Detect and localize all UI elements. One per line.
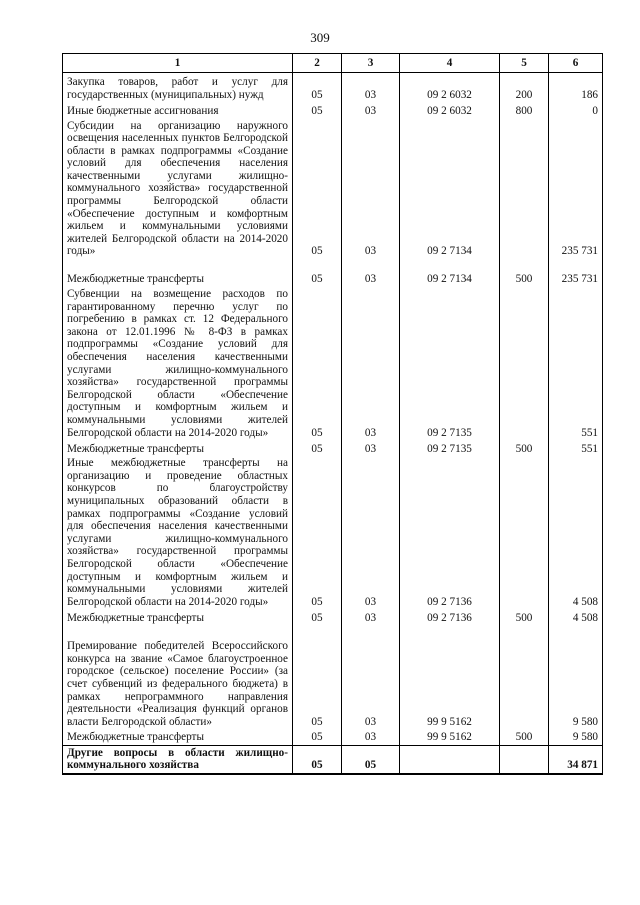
table-row	[63, 440, 603, 456]
subsection-code-cell: 03	[342, 609, 400, 625]
expense-type-cell	[500, 456, 549, 609]
section-code-cell: 05	[293, 609, 342, 625]
target-item-cell: 09 2 7135	[400, 287, 500, 440]
expense-type-cell: 500	[500, 609, 549, 625]
section-code-cell: 05	[293, 456, 342, 609]
subsection-code-cell: 03	[342, 440, 400, 456]
target-item-cell: 09 2 6032	[400, 73, 500, 103]
subsection-code-cell: 03	[342, 259, 400, 287]
header-cell: 5	[500, 54, 549, 73]
table-row	[63, 456, 603, 609]
row-name-cell: Межбюджетные трансферты	[63, 259, 293, 287]
row-name-cell: Субсидии на организацию наружного освещения населенных пунктов Белгородской области в рамках подпрограммы «Создание условий для обеспечения населения качественными услугами жилищно-коммунального хозяйства» государственной программы Белгородской области «Обеспечение доступным и комфортным жильем и коммунальными условиями жителей Белгородской области на 2014-2020 годы»	[63, 119, 293, 260]
table-row	[63, 745, 603, 774]
section-code-cell: 05	[293, 745, 342, 774]
amount-cell: 4 508	[549, 456, 603, 609]
target-item-cell: 99 9 5162	[400, 625, 500, 729]
amount-cell: 34 871	[549, 745, 603, 774]
table-row	[63, 729, 603, 745]
page-number: 309	[310, 30, 330, 45]
expense-type-cell	[500, 745, 549, 774]
expense-type-cell: 500	[500, 729, 549, 745]
target-item-cell: 09 2 7136	[400, 609, 500, 625]
table-header-row	[63, 54, 603, 73]
subsection-code-cell: 03	[342, 625, 400, 729]
table-row	[63, 287, 603, 440]
expense-type-cell	[500, 287, 549, 440]
header-cell: 4	[400, 54, 500, 73]
table-row	[63, 119, 603, 260]
row-name-cell: Межбюджетные трансферты	[63, 729, 293, 745]
table-row	[63, 103, 603, 119]
section-code-cell: 05	[293, 259, 342, 287]
section-code-cell: 05	[293, 73, 342, 103]
subsection-code-cell: 03	[342, 287, 400, 440]
budget-table	[62, 53, 603, 775]
amount-cell: 186	[549, 73, 603, 103]
table-row	[63, 625, 603, 729]
header-cell: 2	[293, 54, 342, 73]
target-item-cell: 09 2 6032	[400, 103, 500, 119]
target-item-cell: 09 2 7135	[400, 440, 500, 456]
section-code-cell: 05	[293, 103, 342, 119]
header-cell: 3	[342, 54, 400, 73]
target-item-cell: 09 2 7134	[400, 119, 500, 260]
section-code-cell: 05	[293, 119, 342, 260]
amount-cell: 235 731	[549, 119, 603, 260]
row-name-cell: Межбюджетные трансферты	[63, 609, 293, 625]
table-row	[63, 73, 603, 103]
amount-cell: 551	[549, 440, 603, 456]
section-code-cell: 05	[293, 287, 342, 440]
amount-cell: 551	[549, 287, 603, 440]
row-name-cell: Другие вопросы в области жилищно-коммунального хозяйства	[63, 745, 293, 774]
header-cell: 6	[549, 54, 603, 73]
section-code-cell: 05	[293, 729, 342, 745]
expense-type-cell: 500	[500, 440, 549, 456]
amount-cell: 0	[549, 103, 603, 119]
target-item-cell	[400, 745, 500, 774]
section-code-cell: 05	[293, 625, 342, 729]
expense-type-cell: 800	[500, 103, 549, 119]
expense-type-cell: 500	[500, 259, 549, 287]
amount-cell: 4 508	[549, 609, 603, 625]
table-row	[63, 609, 603, 625]
subsection-code-cell: 03	[342, 119, 400, 260]
row-name-cell: Иные бюджетные ассигнования	[63, 103, 293, 119]
target-item-cell: 99 9 5162	[400, 729, 500, 745]
row-name-cell: Иные межбюджетные трансферты на организацию и проведение областных конкурсов по благоустройству муниципальных образований области в рамках подпрограммы «Создание условий для обеспечения населения качественными услугами жилищно-коммунального хозяйства» государственной программы Белгородской области «Обеспечение доступным и комфортным жильем и коммунальными условиями жителей Белгородской области на 2014-2020 годы»	[63, 456, 293, 609]
row-name-cell: Межбюджетные трансферты	[63, 440, 293, 456]
subsection-code-cell: 03	[342, 103, 400, 119]
amount-cell: 235 731	[549, 259, 603, 287]
header-cell: 1	[63, 54, 293, 73]
subsection-code-cell: 03	[342, 73, 400, 103]
row-name-cell: Закупка товаров, работ и услуг для государственных (муниципальных) нужд	[63, 73, 293, 103]
subsection-code-cell: 03	[342, 456, 400, 609]
table-row	[63, 259, 603, 287]
expense-type-cell	[500, 625, 549, 729]
row-name-cell: Премирование победителей Всероссийского конкурса на звание «Самое благоустроенное городское (сельское) поселение России» (за счет субвенций из федерального бюджета) в рамках непрограммного направления деятельности «Реализация функций органов власти Белгородской области»	[63, 625, 293, 729]
amount-cell: 9 580	[549, 729, 603, 745]
expense-type-cell: 200	[500, 73, 549, 103]
section-code-cell: 05	[293, 440, 342, 456]
target-item-cell: 09 2 7134	[400, 259, 500, 287]
row-name-cell: Субвенции на возмещение расходов по гарантированному перечню услуг по погребению в рамках ст. 12 Федерального закона от 12.01.1996 № 8-ФЗ в рамках подпрограммы «Создание условий для обеспечения населения качественными услугами жилищно-коммунального хозяйства» государственной программы Белгородской области «Обеспечение доступным и комфортным жильем и коммунальными условиями жителей Белгородской области на 2014-2020 годы»	[63, 287, 293, 440]
subsection-code-cell: 03	[342, 729, 400, 745]
subsection-code-cell: 05	[342, 745, 400, 774]
target-item-cell: 09 2 7136	[400, 456, 500, 609]
amount-cell: 9 580	[549, 625, 603, 729]
expense-type-cell	[500, 119, 549, 260]
